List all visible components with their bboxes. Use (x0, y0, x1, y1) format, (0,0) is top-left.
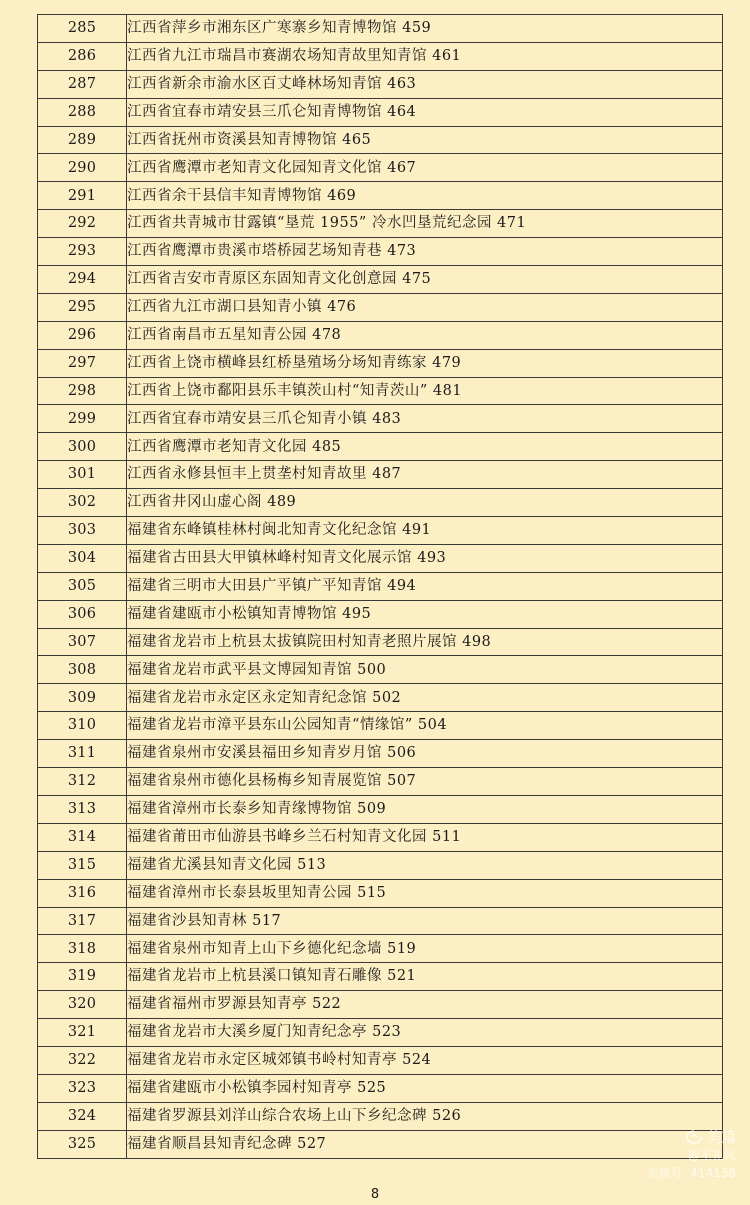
row-entry: 福建省尤溪县知青文化园 513 (127, 851, 723, 879)
row-entry: 福建省莆田市仙游县书峰乡兰石村知青文化园 511 (127, 823, 723, 851)
row-number: 305 (38, 572, 127, 600)
row-entry: 福建省泉州市知青上山下乡德化纪念墙 519 (127, 935, 723, 963)
table-row (38, 154, 723, 182)
row-number: 308 (38, 656, 127, 684)
watermark-account: 美篇号: 414138 (646, 1166, 736, 1180)
row-entry: 福建省顺昌县知青纪念碑 527 (127, 1130, 723, 1158)
row-entry: 福建省龙岩市大溪乡厦门知青纪念亭 523 (127, 1019, 723, 1047)
row-number: 311 (38, 740, 127, 768)
row-number: 324 (38, 1102, 127, 1130)
table-row (38, 42, 723, 70)
table-row (38, 98, 723, 126)
row-entry: 福建省漳州市长泰县坂里知青公园 515 (127, 879, 723, 907)
page-number: 8 (370, 1187, 380, 1202)
row-number: 294 (38, 266, 127, 294)
index-table (37, 14, 723, 1159)
row-number: 306 (38, 600, 127, 628)
row-entry: 江西省新余市渝水区百丈峰林场知青馆 463 (127, 70, 723, 98)
row-entry: 福建省龙岩市武平县文博园知青馆 500 (127, 656, 723, 684)
table-row (38, 823, 723, 851)
row-number: 301 (38, 461, 127, 489)
table-row (38, 879, 723, 907)
table-row (38, 656, 723, 684)
table-row (38, 405, 723, 433)
table-row (38, 1130, 723, 1158)
table-row (38, 572, 723, 600)
table-row (38, 712, 723, 740)
table-row (38, 740, 723, 768)
table-row (38, 70, 723, 98)
row-entry: 福建省罗源县刘洋山综合农场上山下乡纪念碑 526 (127, 1102, 723, 1130)
table-row (38, 377, 723, 405)
row-number: 319 (38, 963, 127, 991)
row-entry: 江西省吉安市青原区东固知青文化创意园 475 (127, 266, 723, 294)
row-number: 289 (38, 126, 127, 154)
row-entry: 福建省三明市大田县广平镇广平知青馆 494 (127, 572, 723, 600)
table-row (38, 991, 723, 1019)
row-number: 307 (38, 628, 127, 656)
row-number: 303 (38, 517, 127, 545)
watermark-author: @王礼民 (687, 1148, 736, 1162)
row-number: 310 (38, 712, 127, 740)
row-entry: 福建省泉州市安溪县福田乡知青岁月馆 506 (127, 740, 723, 768)
row-number: 291 (38, 182, 127, 210)
table-row (38, 544, 723, 572)
row-entry: 福建省建瓯市小松镇李园村知青亭 525 (127, 1074, 723, 1102)
row-number: 309 (38, 684, 127, 712)
row-entry: 福建省福州市罗源县知青亭 522 (127, 991, 723, 1019)
row-number: 325 (38, 1130, 127, 1158)
row-number: 285 (38, 15, 127, 43)
row-entry: 福建省东峰镇桂林村闽北知青文化纪念馆 491 (127, 517, 723, 545)
table-row (38, 851, 723, 879)
row-number: 318 (38, 935, 127, 963)
row-entry: 福建省龙岩市漳平县东山公园知青“情缘馆” 504 (127, 712, 723, 740)
table-row (38, 266, 723, 294)
row-number: 287 (38, 70, 127, 98)
row-number: 293 (38, 238, 127, 266)
row-entry: 江西省永修县恒丰上贯垄村知青故里 487 (127, 461, 723, 489)
table-row (38, 126, 723, 154)
row-entry: 福建省泉州市德化县杨梅乡知青展览馆 507 (127, 768, 723, 796)
row-entry: 江西省余干县信丰知青博物馆 469 (127, 182, 723, 210)
row-number: 316 (38, 879, 127, 907)
row-number: 300 (38, 433, 127, 461)
row-number: 299 (38, 405, 127, 433)
row-number: 317 (38, 907, 127, 935)
row-number: 314 (38, 823, 127, 851)
row-number: 286 (38, 42, 127, 70)
row-entry: 江西省鹰潭市贵溪市塔桥园艺场知青巷 473 (127, 238, 723, 266)
row-entry: 江西省共青城市甘露镇“垦荒 1955” 冷水凹垦荒纪念园 471 (127, 210, 723, 238)
row-entry: 江西省九江市湖口县知青小镇 476 (127, 293, 723, 321)
row-number: 288 (38, 98, 127, 126)
table-row (38, 628, 723, 656)
row-entry: 江西省宜春市靖安县三爪仑知青博物馆 464 (127, 98, 723, 126)
table-row (38, 1102, 723, 1130)
table-row (38, 210, 723, 238)
row-number: 315 (38, 851, 127, 879)
row-entry: 江西省井冈山虚心阁 489 (127, 489, 723, 517)
row-number: 302 (38, 489, 127, 517)
row-entry: 福建省龙岩市上杭县溪口镇知青石雕像 521 (127, 963, 723, 991)
row-entry: 福建省龙岩市永定区城郊镇书岭村知青亭 524 (127, 1046, 723, 1074)
row-number: 298 (38, 377, 127, 405)
table-row (38, 768, 723, 796)
table-row (38, 489, 723, 517)
table-row (38, 238, 723, 266)
row-entry: 江西省宜春市靖安县三爪仑知青小镇 483 (127, 405, 723, 433)
row-number: 321 (38, 1019, 127, 1047)
table-row (38, 15, 723, 43)
table-row (38, 1046, 723, 1074)
index-table-body (38, 15, 723, 1159)
table-row (38, 795, 723, 823)
row-number: 312 (38, 768, 127, 796)
row-number: 323 (38, 1074, 127, 1102)
meipian-logo-icon (686, 1130, 702, 1144)
table-row (38, 907, 723, 935)
row-number: 297 (38, 349, 127, 377)
table-row (38, 433, 723, 461)
row-number: 290 (38, 154, 127, 182)
row-entry: 江西省九江市瑞昌市赛湖农场知青故里知青馆 461 (127, 42, 723, 70)
row-entry: 江西省抚州市资溪县知青博物馆 465 (127, 126, 723, 154)
watermark-brand-label: 美篇 (705, 1128, 736, 1146)
row-entry: 江西省上饶市鄱阳县乐丰镇茨山村“知青茨山” 481 (127, 377, 723, 405)
table-row (38, 684, 723, 712)
table-row (38, 963, 723, 991)
row-entry: 江西省萍乡市湘东区广寒寨乡知青博物馆 459 (127, 15, 723, 43)
row-entry: 江西省鹰潭市老知青文化园知青文化馆 467 (127, 154, 723, 182)
row-entry: 福建省建瓯市小松镇知青博物馆 495 (127, 600, 723, 628)
row-entry: 福建省龙岩市上杭县太拔镇院田村知青老照片展馆 498 (127, 628, 723, 656)
row-number: 320 (38, 991, 127, 1019)
watermark-brand (646, 1128, 736, 1146)
row-entry: 福建省龙岩市永定区永定知青纪念馆 502 (127, 684, 723, 712)
row-number: 322 (38, 1046, 127, 1074)
row-entry: 福建省沙县知青林 517 (127, 907, 723, 935)
row-entry: 福建省古田县大甲镇林峰村知青文化展示馆 493 (127, 544, 723, 572)
table-row (38, 349, 723, 377)
table-row (38, 935, 723, 963)
table-row (38, 461, 723, 489)
table-row (38, 1074, 723, 1102)
table-row (38, 321, 723, 349)
row-entry: 福建省漳州市长泰乡知青缘博物馆 509 (127, 795, 723, 823)
row-number: 296 (38, 321, 127, 349)
table-row (38, 1019, 723, 1047)
table-row (38, 293, 723, 321)
row-entry: 江西省上饶市横峰县红桥垦殖场分场知青练家 479 (127, 349, 723, 377)
row-number: 304 (38, 544, 127, 572)
row-number: 292 (38, 210, 127, 238)
table-row (38, 517, 723, 545)
row-entry: 江西省南昌市五星知青公园 478 (127, 321, 723, 349)
row-entry: 江西省鹰潭市老知青文化园 485 (127, 433, 723, 461)
watermark (646, 1128, 736, 1182)
row-number: 295 (38, 293, 127, 321)
row-number: 313 (38, 795, 127, 823)
table-row (38, 182, 723, 210)
table-row (38, 600, 723, 628)
